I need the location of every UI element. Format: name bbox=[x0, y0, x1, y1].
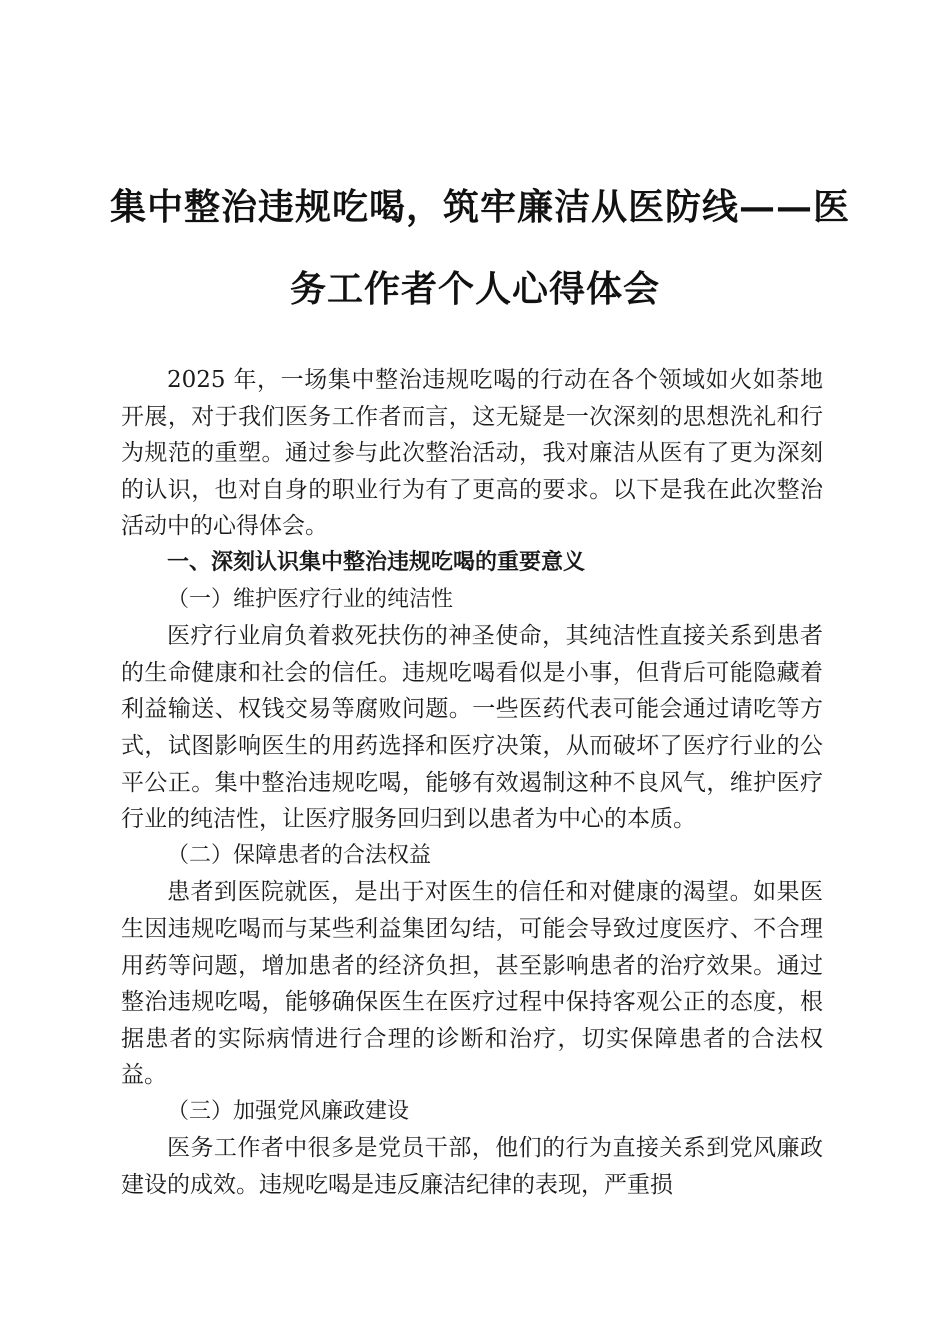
intro-paragraph: 2025 年，一场集中整治违规吃喝的行动在各个领域如火如荼地开展，对于我们医务工作者而言，这无疑是一次深刻的思想洗礼和行为规范的重塑。通过参与此次整治活动，我对廉洁从医有了更为深刻的认识，也对自身的职业行为有了更高的要求。以下是我在此次整治活动中的心得体会。 bbox=[121, 367, 823, 540]
subsection-1-paragraph: 医疗行业肩负着救死扶伤的神圣使命，其纯洁性直接关系到患者的生命健康和社会的信任。违规吃喝看似是小事，但背后可能隐藏着利益输送、权钱交易等腐败问题。一些医药代表可能会通过请吃等方式，试图影响医生的用药选择和医疗决策，从而破坏了医疗行业的公平公正。集中整治违规吃喝，能够有效遏制这种不良风气，维护医疗行业的纯洁性，让医疗服务回归到以患者为中心的本质。 bbox=[121, 623, 823, 833]
document-body bbox=[121, 362, 823, 1204]
subsection-2-paragraph: 患者到医院就医，是出于对医生的信任和对健康的渴望。如果医生因违规吃喝而与某些利益集团勾结，可能会导致过度医疗、不合理用药等问题，增加患者的经济负担，甚至影响患者的治疗效果。通过整治违规吃喝，能够确保医生在医疗过程中保持客观公正的态度，根据患者的实际病情进行合理的诊断和治疗，切实保障患者的合法权益。 bbox=[121, 879, 823, 1089]
title-line-2: 务工作者个人心得体会 bbox=[289, 268, 660, 310]
section-1-heading: 一、深刻认识集中整治违规吃喝的重要意义 bbox=[167, 549, 586, 575]
subsection-3-heading: （三）加强党风廉政建设 bbox=[167, 1098, 410, 1124]
subsection-3-paragraph: 医务工作者中很多是党员干部，他们的行为直接关系到党风廉政建设的成效。违规吃喝是违反廉洁纪律的表现，严重损 bbox=[121, 1135, 823, 1199]
title-line-1: 集中整治违规吃喝，筑牢廉洁从医防线——医 bbox=[110, 186, 851, 228]
document-title bbox=[110, 166, 851, 330]
subsection-1-heading: （一）维护医疗行业的纯洁性 bbox=[167, 586, 454, 612]
subsection-2-heading: （二）保障患者的合法权益 bbox=[167, 842, 432, 868]
